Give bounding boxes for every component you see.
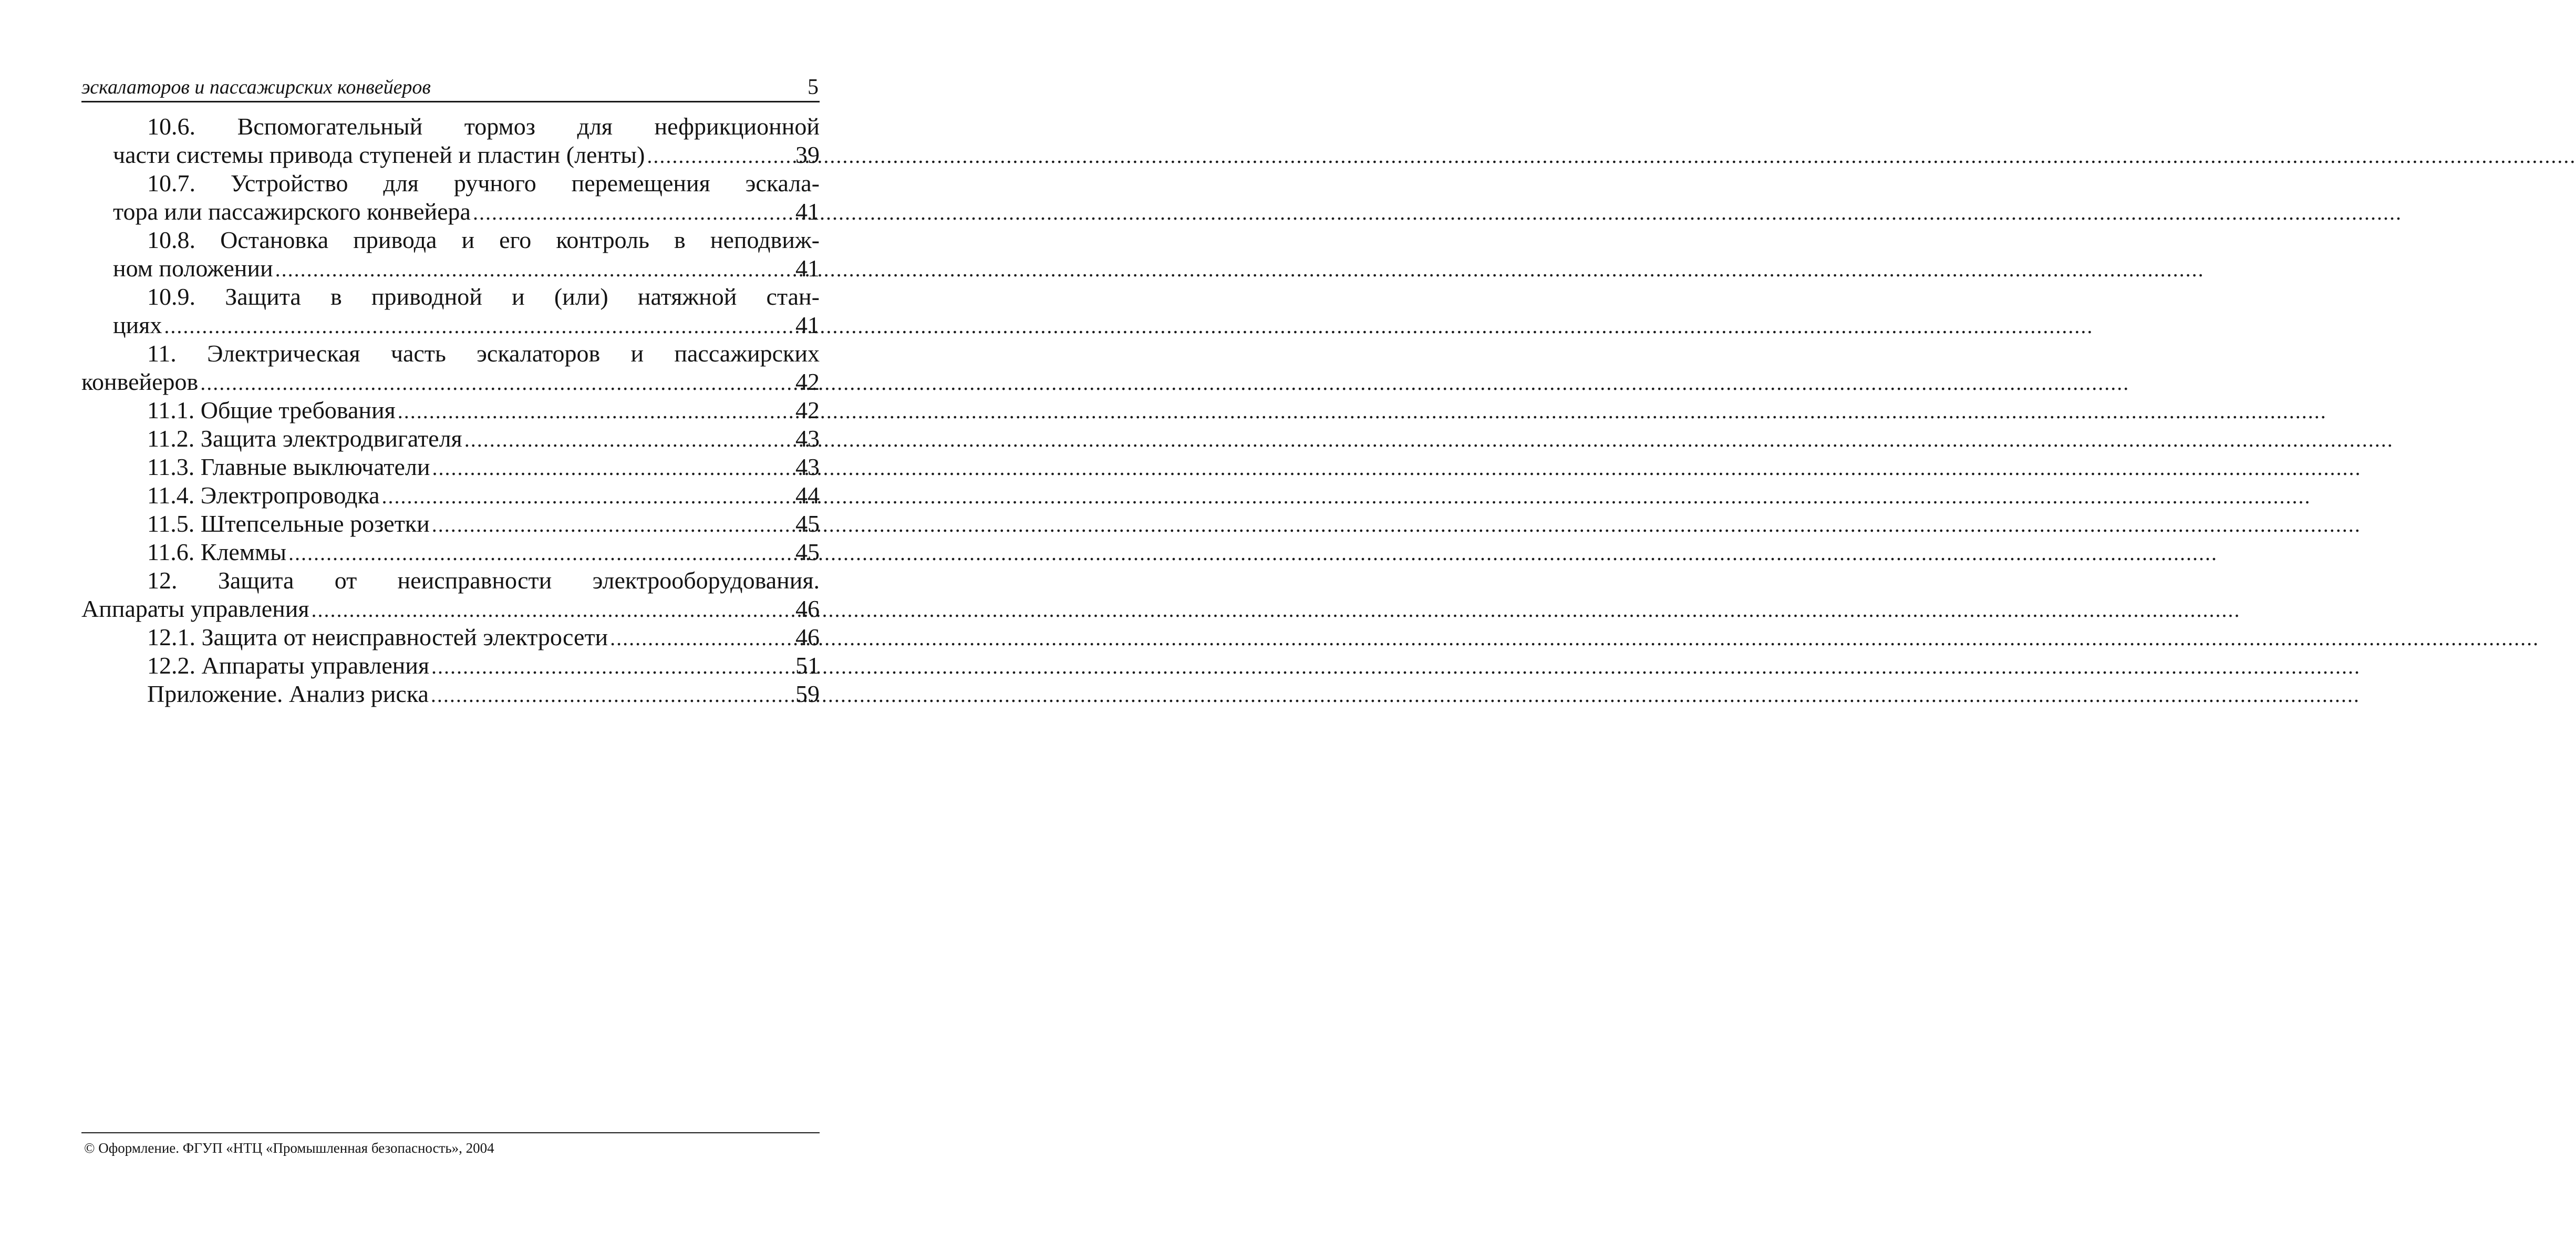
- toc-dot-leader: [382, 482, 790, 511]
- toc-entry-heading: [81, 339, 820, 368]
- toc-entry-page: 59: [795, 680, 820, 707]
- toc-dot-leader: [432, 511, 790, 539]
- toc-entry-heading: [81, 169, 820, 198]
- toc-entry-title: 12.1. Защита от неисправностей электросети: [147, 624, 608, 650]
- toc-entry-title: части системы привода ступеней и пластин (ленты): [113, 141, 645, 168]
- toc-entry: [81, 595, 820, 623]
- toc-dot-leader: [473, 199, 790, 227]
- toc-entry: [81, 396, 820, 425]
- toc-entry-page: 39: [795, 141, 820, 168]
- toc-entry-title: конвейеров: [81, 368, 199, 395]
- toc-entry: [81, 311, 820, 339]
- table-of-contents: [81, 112, 820, 708]
- toc-entry-page: 41: [795, 312, 820, 338]
- running-title: эскалаторов и пассажирских конвейеров: [81, 76, 431, 98]
- toc-dot-leader: [288, 539, 790, 567]
- toc-dot-leader: [431, 681, 790, 709]
- toc-entry-title: Приложение. Анализ риска: [147, 680, 429, 707]
- footer-copyright: © Оформление. ФГУП «НТЦ «Промышленная безопасность», 2004: [84, 1140, 494, 1156]
- toc-entry-page: 42: [795, 397, 820, 423]
- toc-dot-leader: [312, 596, 790, 624]
- footer-rule: [81, 1132, 820, 1133]
- toc-entry: [81, 453, 820, 481]
- toc-entry-title: 11.1. Общие требования: [147, 397, 396, 423]
- toc-entry: [81, 510, 820, 538]
- toc-entry-title: 11.6. Клеммы: [147, 539, 286, 565]
- toc-entry-title: 12. Защита от неисправности электрооборудования.: [147, 567, 820, 594]
- toc-entry: [81, 254, 820, 283]
- toc-entry-page: 46: [795, 624, 820, 650]
- toc-entry-heading: [81, 226, 820, 254]
- toc-entry-page: 51: [795, 652, 820, 679]
- toc-entry-title: циях: [113, 312, 162, 338]
- toc-entry-page: 45: [795, 539, 820, 565]
- toc-entry-page: 45: [795, 510, 820, 537]
- toc-entry-title: тора или пассажирского конвейера: [113, 198, 471, 225]
- toc-entry-title: Аппараты управления: [81, 595, 309, 622]
- toc-dot-leader: [647, 142, 790, 170]
- toc-entry: [81, 481, 820, 510]
- toc-entry-title: 11.5. Штепсельные розетки: [147, 510, 430, 537]
- toc-entry-title: 12.2. Аппараты управления: [147, 652, 430, 679]
- running-header: [81, 73, 820, 102]
- toc-dot-leader: [464, 426, 790, 454]
- toc-entry-title: 10.7. Устройство для ручного перемещения эскала-: [147, 170, 820, 197]
- toc-entry-heading: [81, 112, 820, 141]
- toc-entry-title: 11. Электрическая часть эскалаторов и пассажирских: [147, 340, 820, 367]
- toc-entry-page: 42: [795, 368, 820, 395]
- toc-dot-leader: [431, 653, 790, 681]
- toc-dot-leader: [398, 397, 790, 426]
- toc-entry-title: 10.9. Защита в приводной и (или) натяжной стан-: [147, 283, 820, 310]
- toc-entry: [81, 623, 820, 651]
- toc-entry-title: ном положении: [113, 255, 273, 282]
- toc-entry-page: 41: [795, 255, 820, 282]
- toc-entry-page: 46: [795, 595, 820, 622]
- toc-entry-title: 10.8. Остановка привода и его контроль в неподвиж-: [147, 226, 820, 253]
- toc-entry-title: 11.2. Защита электродвигателя: [147, 425, 462, 452]
- toc-entry: [81, 680, 820, 708]
- toc-dot-leader: [275, 255, 790, 284]
- toc-entry: [81, 368, 820, 396]
- toc-entry-heading: [81, 283, 820, 311]
- toc-entry-page: 43: [795, 453, 820, 480]
- toc-entry: [81, 425, 820, 453]
- toc-entry: [81, 538, 820, 566]
- toc-entry-title: 11.4. Электропроводка: [147, 482, 380, 509]
- page-number: 5: [808, 75, 819, 99]
- toc-dot-leader: [610, 624, 790, 653]
- toc-entry-page: 41: [795, 198, 820, 225]
- toc-entry-title: 10.6. Вспомогательный тормоз для нефрикционной: [147, 113, 820, 140]
- toc-dot-leader: [200, 369, 790, 397]
- toc-entry: [81, 651, 820, 680]
- toc-entry-page: 43: [795, 425, 820, 452]
- toc-entry: [81, 141, 820, 169]
- toc-dot-leader: [432, 454, 790, 482]
- toc-entry-title: 11.3. Главные выключатели: [147, 453, 430, 480]
- toc-entry: [81, 198, 820, 226]
- toc-entry-page: 44: [795, 482, 820, 509]
- toc-entry-heading: [81, 566, 820, 595]
- toc-dot-leader: [164, 312, 790, 340]
